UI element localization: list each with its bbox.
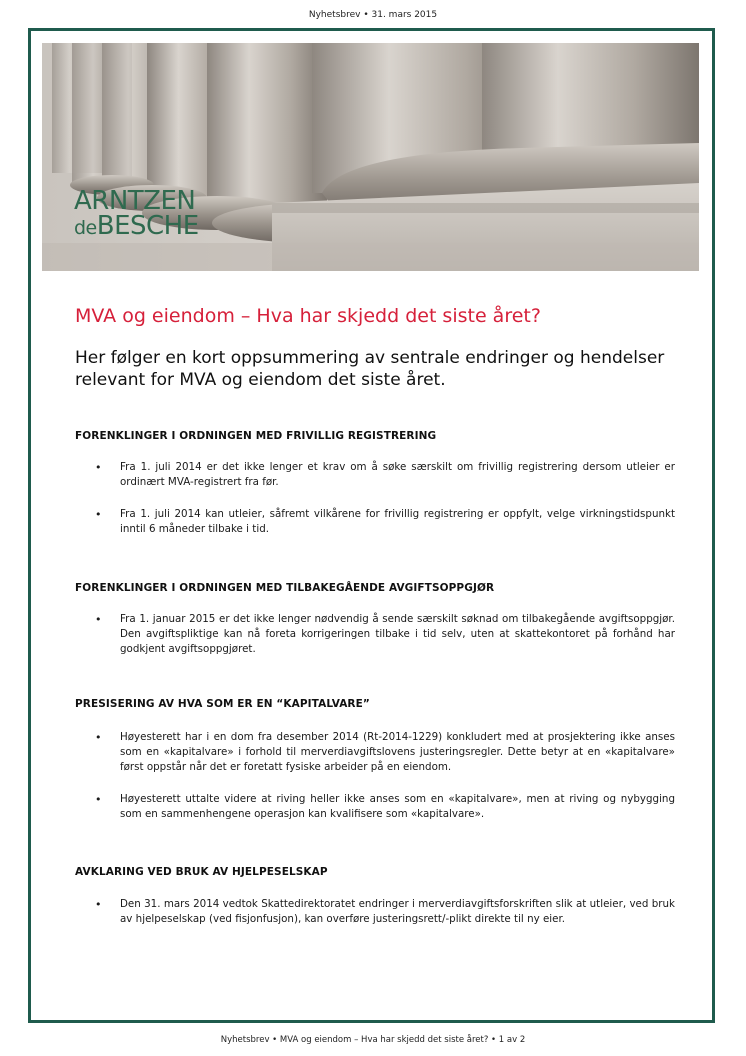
section-kapitalvare	[75, 698, 675, 822]
section-heading: AVKLARING VED BRUK AV HJELPESELSKAP	[75, 866, 328, 878]
logo-line-2: BESCHE	[96, 211, 199, 241]
bullet-item: • Fra 1. juli 2014 er det ikke lenger et krav om å søke særskilt om frivillig registrering dersom utleier er ordinært MVA-registrert fra før.	[75, 460, 675, 490]
section-heading: FORENKLINGER I ORDNINGEN MED FRIVILLIG REGISTRERING	[75, 430, 437, 442]
bullet-item: • Den 31. mars 2014 vedtok Skattedirektoratet endringer i merverdiavgiftsforskriften slik at utleier, ved bruk av hjelpeselskap (ved fisjonfusjon), kan overføre justeringsrett/-plikt direkte til ny eier.	[75, 897, 675, 927]
section-heading: FORENKLINGER I ORDNINGEN MED TILBAKEGÅENDE AVGIFTSOPPGJØR	[75, 582, 495, 594]
logo-de: de	[74, 217, 97, 239]
footer-meta: Nyhetsbrev • MVA og eiendom – Hva har skjedd det siste året? • 1 av 2	[220, 1035, 526, 1045]
section-frivillig-registrering	[75, 430, 675, 537]
article-lead: Her følger en kort oppsummering av sentrale endringer og hendelser relevant for MVA og eiendom det siste året.	[75, 348, 665, 390]
section-hjelpeselskap	[75, 866, 675, 927]
bullet-item: • Høyesterett har i en dom fra desember 2014 (Rt-2014-1229) konkludert med at prosjektering ikke anses som en «kapitalvare» i forhold til merverdiavgiftslovens justeringsregler. Dette betyr at en «kapitalvare» først oppstår når det er foretatt fysiske arbeider på en eiendom.	[75, 730, 675, 775]
brand-logo	[74, 188, 199, 239]
section-tilbakegaende-avgiftsoppgjor	[75, 582, 675, 657]
hero-banner	[42, 43, 699, 271]
bullet-item: • Høyesterett uttalte videre at riving heller ikke anses som en «kapitalvare», men at riving og nybygging som en sammenhengene operasjon kan kvalifisere som «kapitalvare».	[75, 792, 675, 822]
logo-line-1: ARNTZEN	[74, 186, 196, 216]
header-meta: Nyhetsbrev • 31. mars 2015	[308, 10, 438, 20]
bullet-item: • Fra 1. januar 2015 er det ikke lenger nødvendig å sende særskilt søknad om tilbakegående avgiftsoppgjør. Den avgiftspliktige kan nå foreta korrigeringen tilbake i tid selv, uten at skattekontoret på forhånd har godkjent avgiftsoppgjøret.	[75, 612, 675, 657]
section-heading: PRESISERING AV HVA SOM ER EN “KAPITALVARE”	[75, 698, 370, 710]
bullet-item: • Fra 1. juli 2014 kan utleier, såfremt vilkårene for frivillig registrering er oppfylt, velge virkningstidspunkt inntil 6 måneder tilbake i tid.	[75, 507, 675, 537]
article-title: MVA og eiendom – Hva har skjedd det siste året?	[75, 305, 541, 327]
